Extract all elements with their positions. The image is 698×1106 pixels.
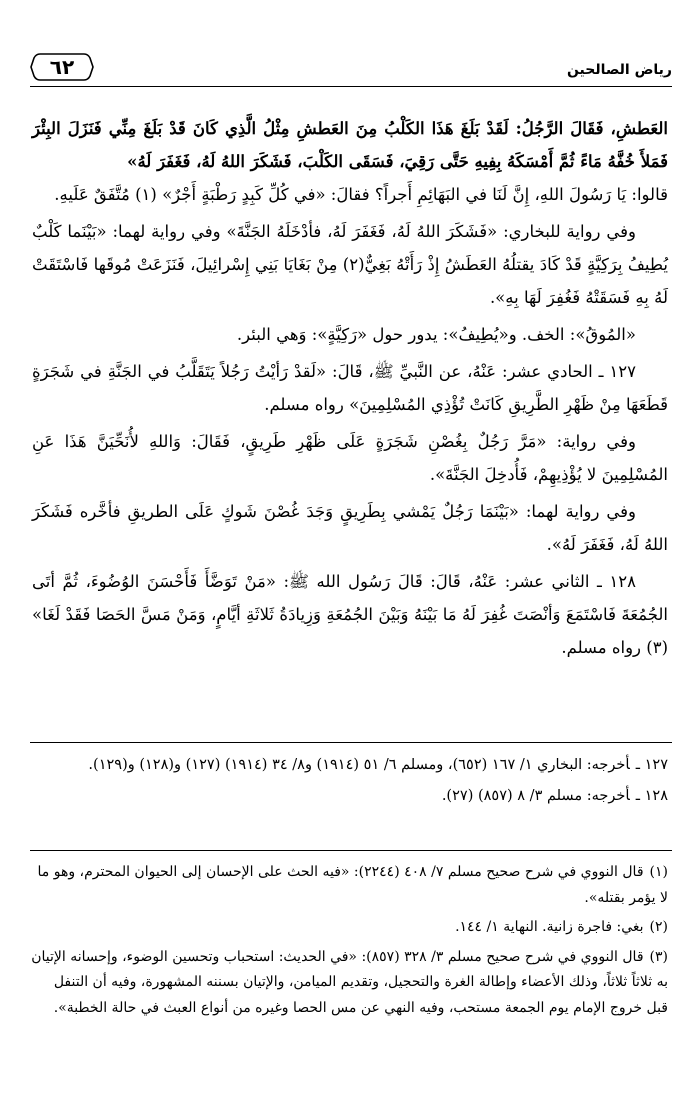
takhrij-notes [30,752,668,814]
hadith-127: ١٢٧ ـ الحادي عشر: عَنْهُ، عن النَّبيِّ ﷺ، قَالَ: «لَقدْ رَأيْتُ رَجُلاً يَتَقَلَّبُ في الجَنَّةِ في شَجَرَةٍ قَطَعَهَا مِنْ ظَهْرِ الطَّرِيقِ كَانَتْ تُؤْذِي المُسْلِمِينَ» رواه مسلم. [32,362,668,414]
takhrij-127-number: ١٢٧ ـ [635,757,668,773]
page-number-frame [30,52,94,82]
hadith-text-question: قالوا: يَا رَسُولَ اللهِ، إِنَّ لَنَا في البَهَائِمِ أَجراً؟ فقالَ: «في كُلِّ كَبِدٍ رَطْبَةٍ أَجْرٌ» (١) مُتَّفَقٌ عَلَيهِ. [54,185,668,204]
vocabulary-note: «المُوقُ»: الخف. و«يُطِيفُ»: يدور حول «رَكِيَّةٍ»: وَهي البئر. [236,325,636,344]
footnote-3-text: قال النووي في شرح صحيح مسلم ٣/ ٣٢٨ (٨٥٧): «في الحديث: استحباب وتحسين الوضوء، وإحسانه الإتيان به ثلاثاً ثلاثاً، وذلك الأعضاء وإطالة الغرة والتحجيل، وتقديم الميامن، والإتيان بسننه المشهورة، وفيه أن التنفل قبل خروج الإمام يوم الجمعة مستحب، وفيه النهي عن مس الحصا وغيره من أنواع العبث في حالة الخطبة». [31,948,668,1016]
hadith-128: ١٢٨ ـ الثاني عشر: عَنْهُ، قَالَ: قَالَ رَسُول الله ﷺ: «مَنْ تَوَضَّأَ فَأَحْسَنَ الوُضُوءَ، ثُمَّ أتَى الجُمُعَةَ فَاسْتَمَعَ وَأنْصَتَ غُفِرَ لَهُ مَا بَيْنَهُ وَبَيْنَ الجُمُعَةِ وَزِيادَةُ ثَلاثَةِ أيَّامٍ، وَمَنْ مَسَّ الحَصَا فَقَدْ لَغَا» (٣) رواه مسلم. [32,572,668,657]
bukhari-narration: وفي رواية للبخاري: «فَشَكَرَ اللهُ لَهُ، فَغَفَرَ لَهُ، فأدْخَلَهُ الجَنَّةَ» وفي رواية لهما: «بَيْنَما كَلْبٌ يُطِيفُ بِرَكِيَّةٍ قَدْ كَادَ يقتلُهُ العَطَشُ إِذْ رَأَتْهُ بَغِيٌّ(٢) مِنْ بَغَايَا بَنِي إِسْرائِيلَ، فَنَزَعَتْ مُوقَها فَاسْتَقَتْ لَهُ بِهِ فَسَقَتْهُ فَغُفِرَ لَهَا بِهِ». [32,222,669,307]
footnote-3-marker: (٣) [649,948,668,965]
footnote-1-marker: (١) [649,864,668,880]
takhrij-128-text: أخرجه: مسلم ٣/ ٨ (٨٥٧) (٢٧). [441,788,630,804]
footnote-2-text: بغي: فاجرة زانية. النهاية ١/ ١٤٤. [455,919,644,935]
takhrij-128 [30,783,668,810]
page-header [30,48,672,88]
book-title: رياض الصالحين [566,62,672,78]
footnote-2-marker: (٢) [649,919,668,935]
footnote-3 [30,945,668,1022]
footnote-2 [30,915,668,941]
takhrij-128-number: ١٢٨ ـ [635,788,668,804]
takhrij-127 [30,752,668,779]
takhrij-127-text: أخرجه: البخاري ١/ ١٦٧ (٦٥٢)، ومسلم ٦/ ٥١ (١٩١٤) و٨/ ٣٤ (١٩١٤) (١٢٧) و(١٢٨) و(١٢٩). [88,757,630,773]
main-text [32,112,668,664]
footnotes-divider [30,850,672,851]
footnote-1 [30,860,668,911]
page-number: ٦٢ [49,55,75,79]
hadith-127-narration-3: وفي رواية لهما: «بَيْنَمَا رَجُلٌ يَمْشي بِطَرِيقٍ وَجَدَ غُصْنَ شَوكٍ عَلَى الطريقِ فأخَّره فَشَكَرَ اللهُ لَهُ، فَغَفَرَ لَهُ». [32,502,668,554]
footnote-1-text: قال النووي في شرح صحيح مسلم ٧/ ٤٠٨ (٢٢٤٤): «فيه الحث على الإحسان إلى الحيوان المحترم، وهو ما لا يؤمر بقتله». [37,864,668,906]
takhrij-divider [30,742,672,743]
footnotes [30,860,668,1025]
hadith-text-continued: العَطشِ، فَقَالَ الرَّجُلُ: لَقَدْ بَلَغَ هَذَا الكَلْبُ مِنَ العَطشِ مِثْلُ الَّذِي كَانَ قَدْ بَلَغَ مِنِّي فَنَزَلَ البِئْرَ فَمَلأَ خُفَّهُ مَاءً ثُمَّ أَمْسَكَهُ بِفِيهِ حَتَّى رَقِيَ، فَسَقَى الكَلْبَ، فَشَكَرَ اللهُ لَهُ، فَغَفَرَ لَهُ» [32,119,668,171]
hadith-127-narration-2: وفي رواية: «مَرَّ رَجُلٌ بِغُصْنِ شَجَرَةٍ عَلَى ظَهْرِ طَرِيقٍ، فَقَالَ: وَاللهِ لأُنَحِّيَنَّ هَذَا عَنِ المُسْلِمِينَ لا يُؤْذِيهِمْ، فَأُدخِلَ الجَنَّةَ». [32,432,668,484]
header-divider [30,86,672,87]
